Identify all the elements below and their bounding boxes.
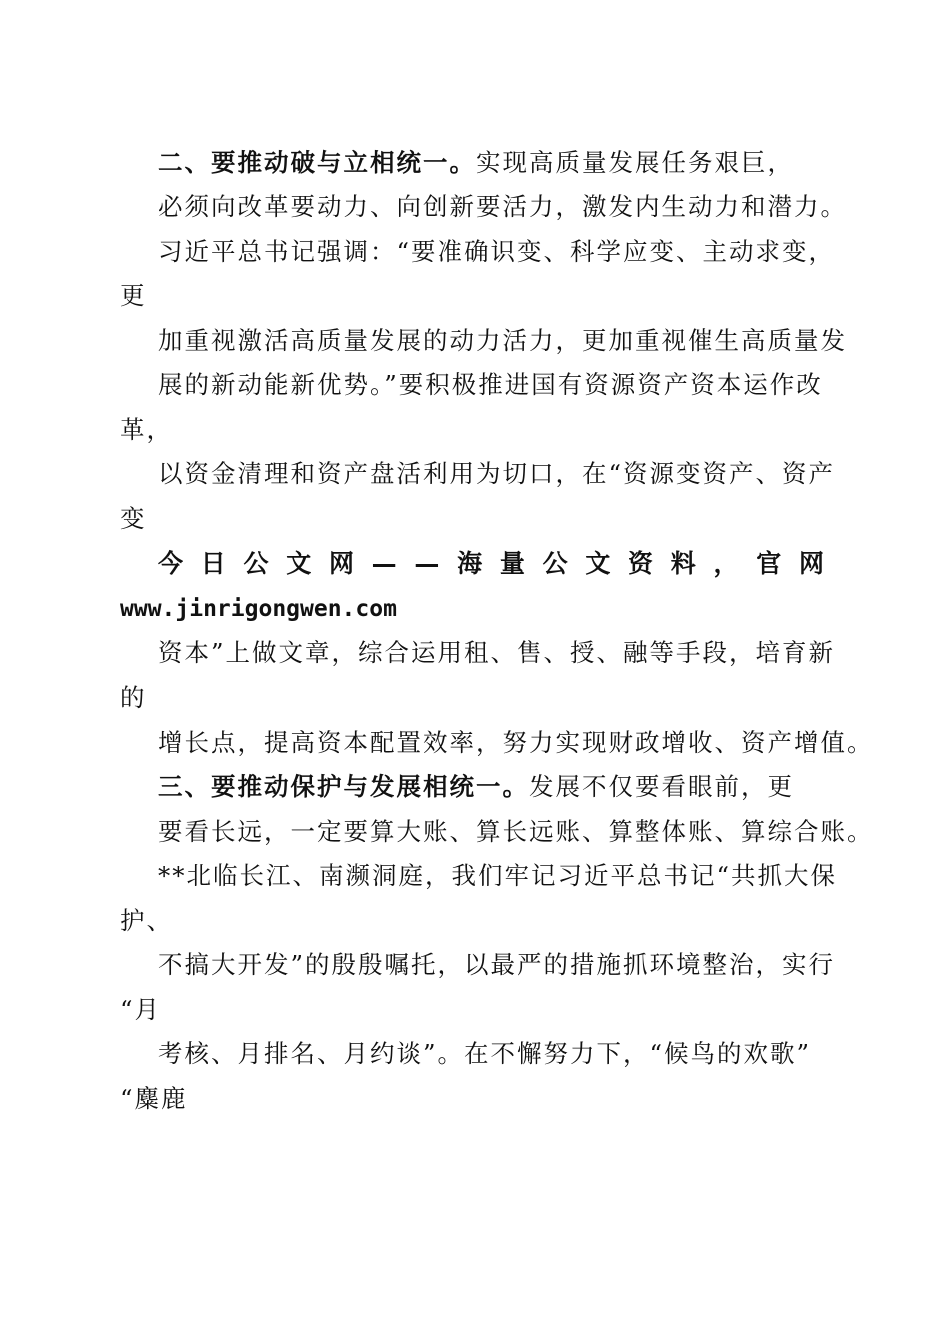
- paragraph-line: 变: [120, 504, 147, 533]
- paragraph-line: “月: [120, 995, 162, 1024]
- section3-heading-line: [158, 772, 794, 802]
- banner-char: 今: [158, 549, 184, 578]
- banner-char: 文: [286, 549, 312, 578]
- paragraph-line: 展的新动能新优势。”要积极推进国有资源资产资本运作改: [158, 370, 823, 399]
- section2-heading: 二、要推动破与立相统一。: [158, 148, 476, 177]
- paragraph-line: “麋鹿: [120, 1084, 188, 1113]
- paragraph-line: 以资金清理和资产盘活利用为切口，在“资源变资产、资产: [158, 459, 836, 488]
- paragraph-line: **北临长江、南濒洞庭，我们牢记习近平总书记“共抓大保: [158, 861, 838, 890]
- section2-heading-line: [158, 148, 794, 178]
- banner-char: 网: [798, 549, 824, 578]
- paragraph-line: 增长点，提高资本配置效率，努力实现财政增收、资产增值。: [158, 728, 874, 757]
- banner-char: 量: [499, 549, 525, 578]
- site-banner: [158, 549, 824, 579]
- paragraph-line: 加重视激活高质量发展的动力活力，更加重视催生高质量发: [158, 326, 847, 355]
- section3-heading: 三、要推动保护与发展相统一。: [158, 772, 529, 801]
- banner-char: —: [414, 549, 440, 578]
- paragraph-line: 革，: [120, 415, 173, 444]
- paragraph-line: 更: [120, 281, 147, 310]
- paragraph-line: 考核、月排名、月约谈”。在不懈努力下，“候鸟的欢歌”: [158, 1039, 812, 1068]
- paragraph-line: 资本”上做文章，综合运用租、售、授、融等手段，培育新: [158, 638, 836, 667]
- banner-char: 公: [542, 549, 568, 578]
- paragraph-line: 要看长远，一定要算大账、算长远账、算整体账、算综合账。: [158, 817, 874, 846]
- banner-char: ，: [713, 549, 739, 578]
- site-url: www.jinrigongwen.com: [120, 596, 397, 622]
- paragraph-line: 的: [120, 683, 147, 712]
- banner-char: —: [371, 549, 397, 578]
- section2-heading-tail: 实现高质量发展任务艰巨，: [476, 148, 794, 177]
- banner-char: 官: [756, 549, 782, 578]
- section3-heading-tail: 发展不仅要看眼前，更: [529, 772, 794, 801]
- banner-char: 网: [328, 549, 354, 578]
- banner-char: 文: [585, 549, 611, 578]
- paragraph-line: 必须向改革要动力、向创新要活力，激发内生动力和潜力。: [158, 192, 847, 221]
- banner-char: 日: [200, 549, 226, 578]
- paragraph-line: 护、: [120, 906, 173, 935]
- banner-char: 资: [628, 549, 654, 578]
- paragraph-line: 不搞大开发”的殷殷嘱托，以最严的措施抓环境整治，实行: [158, 950, 836, 979]
- banner-char: 海: [457, 549, 483, 578]
- paragraph-line: 习近平总书记强调：“要准确识变、科学应变、主动求变，: [158, 237, 836, 266]
- banner-char: 公: [243, 549, 269, 578]
- banner-char: 料: [670, 549, 696, 578]
